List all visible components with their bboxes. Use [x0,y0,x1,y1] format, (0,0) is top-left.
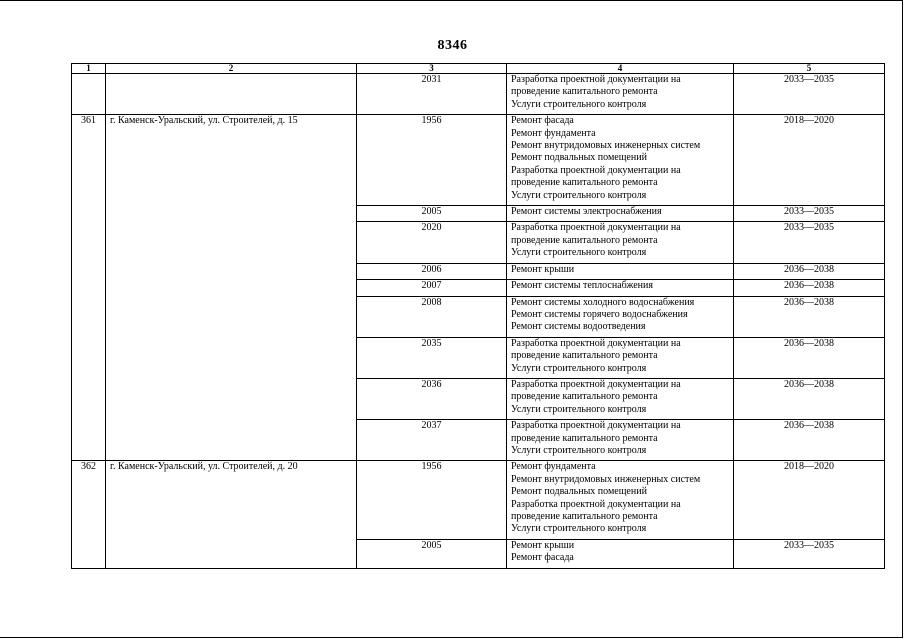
row-number-cell [72,74,106,115]
period-cell: 2033—2035 [734,539,885,568]
work-item: Ремонт фасада [511,552,574,564]
work-item: Ремонт системы водоотведения [511,321,646,333]
table-row [72,74,885,115]
year-cell: 2005 [357,206,507,222]
works-cell [507,206,734,222]
work-item: проведение капитального ремонта [511,391,658,403]
work-item: Ремонт внутридомовых инженерных систем [511,473,701,485]
work-item: Ремонт системы горячего водоснабжения [511,308,688,320]
address-cell [106,74,357,115]
column-header: 4 [507,64,734,74]
work-item: Ремонт фасада [511,115,574,127]
period-cell: 2033—2035 [734,74,885,115]
year-cell: 2008 [357,296,507,337]
work-item: Разработка проектной документации на [511,337,681,349]
address-cell: г. Каменск-Уральский, ул. Строителей, д. 20 [106,461,357,568]
work-item: Ремонт фундамента [511,127,596,139]
table-row [72,115,885,206]
works-cell [507,461,734,539]
column-header: 3 [357,64,507,74]
work-item: проведение капитального ремонта [511,234,658,246]
period-cell: 2018—2020 [734,115,885,206]
year-cell: 2006 [357,263,507,279]
work-item: Ремонт подвальных помещений [511,486,647,498]
works-cell [507,378,734,419]
year-cell: 1956 [357,115,507,206]
period-cell: 2036—2038 [734,337,885,378]
work-item: Ремонт фундамента [511,461,596,473]
works-cell [507,263,734,279]
works-cell [507,222,734,263]
work-item: Ремонт крыши [511,263,575,275]
column-header: 5 [734,64,885,74]
period-cell: 2036—2038 [734,420,885,461]
row-number-cell: 362 [72,461,106,568]
work-item: Разработка проектной документации на [511,164,681,176]
year-cell: 2020 [357,222,507,263]
year-cell: 2037 [357,420,507,461]
works-cell [507,296,734,337]
year-cell: 2036 [357,378,507,419]
work-item: Разработка проектной документации на [511,498,681,510]
works-cell [507,280,734,296]
work-item: проведение капитального ремонта [511,86,658,98]
work-item: проведение капитального ремонта [511,350,658,362]
header-row [72,64,885,74]
work-item: Ремонт подвальных помещений [511,152,647,164]
work-item: Услуги строительного контроля [511,189,647,201]
works-cell [507,539,734,568]
work-item: проведение капитального ремонта [511,177,658,189]
year-cell: 2005 [357,539,507,568]
period-cell: 2036—2038 [734,263,885,279]
works-cell [507,74,734,115]
work-item: Услуги строительного контроля [511,98,647,110]
period-cell: 2036—2038 [734,378,885,419]
period-cell: 2036—2038 [734,296,885,337]
period-cell: 2033—2035 [734,206,885,222]
work-item: Услуги строительного контроля [511,403,647,415]
year-cell: 2035 [357,337,507,378]
year-cell: 2007 [357,280,507,296]
work-item: Услуги строительного контроля [511,247,647,259]
period-cell: 2033—2035 [734,222,885,263]
works-cell [507,420,734,461]
year-cell: 1956 [357,461,507,539]
work-item: Разработка проектной документации на [511,378,681,390]
page-number: 8346 [437,38,468,53]
period-cell: 2018—2020 [734,461,885,539]
address-cell: г. Каменск-Уральский, ул. Строителей, д. 15 [106,115,357,461]
table-row [72,461,885,539]
work-item: Разработка проектной документации на [511,74,681,85]
work-item: проведение капитального ремонта [511,511,658,522]
work-item: Разработка проектной документации на [511,222,681,234]
column-header: 2 [106,64,357,74]
works-cell [507,115,734,206]
works-cell [507,337,734,378]
work-item: Разработка проектной документации на [511,420,681,432]
period-cell: 2036—2038 [734,280,885,296]
work-item: Ремонт системы теплоснабжения [511,280,653,292]
work-item: Ремонт внутридомовых инженерных систем [511,140,701,152]
row-number-cell: 361 [72,115,106,461]
work-item: Услуги строительного контроля [511,444,647,456]
work-item: Ремонт системы электроснабжения [511,206,662,218]
work-item: Услуги строительного контроля [511,523,647,535]
repair-schedule-table [71,63,885,569]
column-header: 1 [72,64,106,74]
year-cell: 2031 [357,74,507,115]
work-item: Услуги строительного контроля [511,362,647,374]
work-item: проведение капитального ремонта [511,432,658,444]
work-item: Ремонт крыши [511,539,575,551]
work-item: Ремонт системы холодного водоснабжения [511,296,695,308]
